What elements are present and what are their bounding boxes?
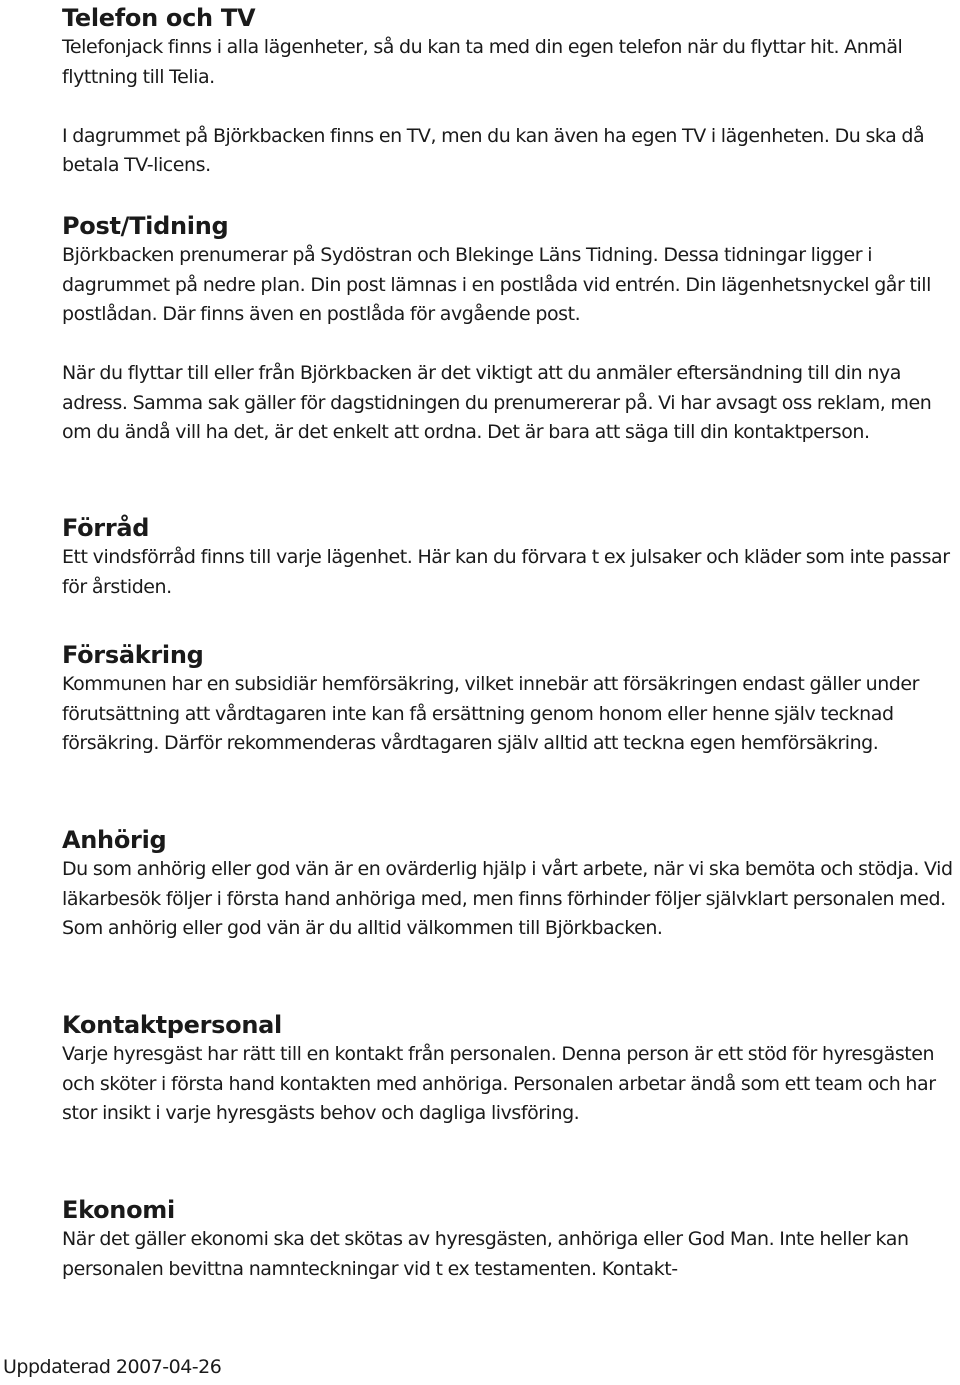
section-paragraph: När du flyttar till eller från Björkbacken är det viktigt att du anmäler eftersändning till din nya adress. Samma sak gäller för dagstidningen du prenumererar på. Vi har avsagt oss reklam, men om du ändå vill ha det, är det enkelt att ordna. Det är bara att säga till din kontaktperson. (62, 362, 932, 443)
section-heading: Ekonomi (62, 1196, 175, 1224)
section-paragraph: Du som anhörig eller god vän är en ovärderlig hjälp i vårt arbete, när vi ska bemöta och stödja. Vid läkarbesök följer i första hand anhöriga med, men finns förhinder följer självklart personalen med. Som anhörig eller god vän är du alltid välkommen till Björkbacken. (62, 858, 953, 939)
section-anhorig (62, 825, 958, 944)
section-paragraph: Varje hyresgäst har rätt till en kontakt från personalen. Denna person är ett stöd för hyresgästen och sköter i första hand kontakten med anhöriga. Personalen arbetar ändå som ett team och har stor insikt i varje hyresgästs behov och dagliga livsföring. (62, 1043, 936, 1124)
section-post-tidning (62, 211, 958, 448)
section-heading: Kontaktpersonal (62, 1011, 282, 1039)
section-forsakring (62, 640, 958, 759)
section-kontaktpersonal (62, 1010, 958, 1129)
section-heading: Anhörig (62, 826, 167, 854)
section-ekonomi (62, 1195, 958, 1284)
section-paragraph: Ett vindsförråd finns till varje lägenhet. Här kan du förvara t ex julsaker och kläder som inte passar för årstiden. (62, 546, 950, 598)
section-telefon-och-tv (62, 3, 958, 181)
section-heading: Förråd (62, 514, 150, 542)
section-paragraph: Kommunen har en subsidiär hemförsäkring, vilket innebär att försäkringen endast gäller under förutsättning att vårdtagaren inte kan få ersättning genom honom eller henne själv tecknad försäkring. Därför rekommenderas vårdtagaren själv alltid att teckna egen hemförsäkring. (62, 673, 920, 754)
updated-date-footer: Uppdaterad 2007-04-26 (3, 1356, 222, 1378)
section-paragraph: Björkbacken prenumerar på Sydöstran och Blekinge Läns Tidning. Dessa tidningar ligger i dagrummet på nedre plan. Din post lämnas i en postlåda vid entrén. Din lägenhetsnyckel går till postlådan. Där finns även en postlåda för avgående post. (62, 244, 931, 325)
section-heading: Försäkring (62, 641, 204, 669)
section-paragraph: Telefonjack finns i alla lägenheter, så du kan ta med din egen telefon när du flyttar hit. Anmäl flyttning till Telia. (62, 36, 903, 88)
section-paragraph: När det gäller ekonomi ska det skötas av hyresgästen, anhöriga eller God Man. Inte heller kan personalen bevittna namnteckningar vid t ex testamenten. Kontakt- (62, 1228, 909, 1280)
section-forrad (62, 513, 958, 602)
section-heading: Post/Tidning (62, 212, 229, 240)
section-paragraph: I dagrummet på Björkbacken finns en TV, men du kan även ha egen TV i lägenheten. Du ska då betala TV-licens. (62, 124, 925, 176)
section-heading: Telefon och TV (62, 4, 256, 32)
